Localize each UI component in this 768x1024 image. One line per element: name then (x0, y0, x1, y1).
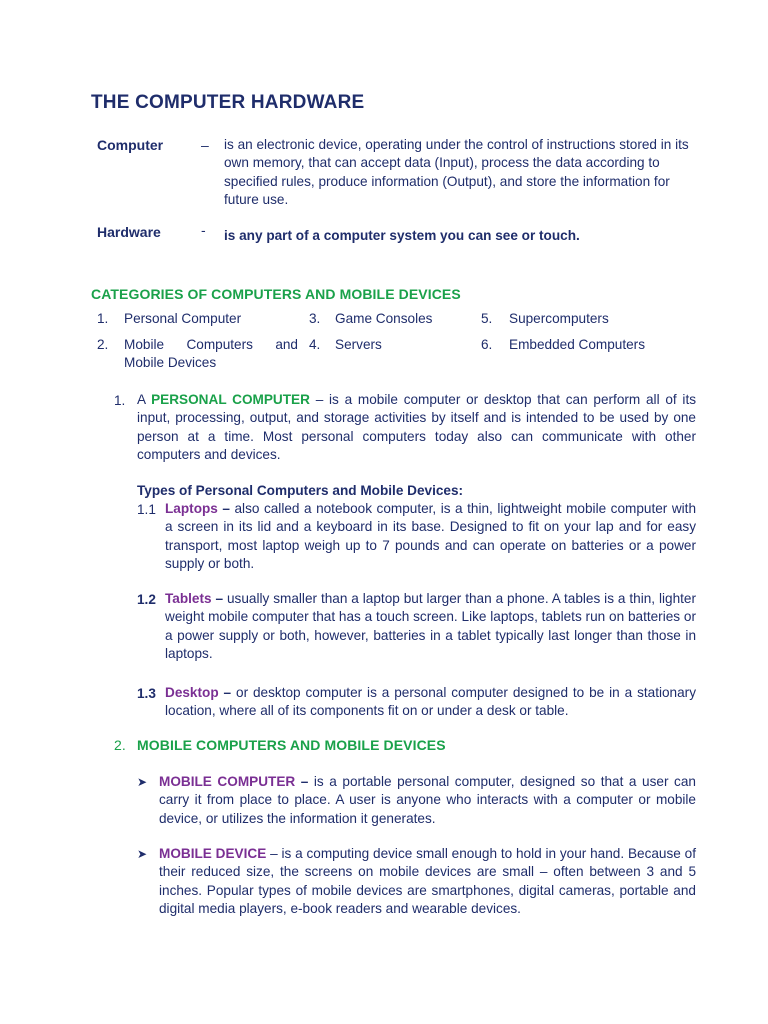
term-dash: – (270, 846, 278, 861)
type-number: 1.1 (137, 502, 156, 517)
mobile-computer-text: is a portable personal computer, designed so that a user can carry it from place to place. A user is anyone who interacts with a computer or mobile device, or utilizes the information it generates. (159, 774, 696, 826)
laptops-text: also called a notebook computer, is a thin, lightweight mobile computer with a screen in its lid and a keyboard in its base. Designed to fit on your lap and for easy transport, most laptop weigh up to 7 pounds and can operate on batteries or a power supply or both. (165, 501, 697, 571)
category-number: 2. (97, 337, 109, 352)
definition-text-computer: is an electronic device, operating under the control of instructions stored in its own memory, that can accept data (Input), process the data according to specified rules, produce information (Output), and store the information for future use. (224, 137, 689, 207)
term-dash: – (300, 774, 309, 789)
definition-term-hardware: Hardware (97, 224, 161, 240)
laptops-term: Laptops (165, 501, 218, 516)
categories-heading: CATEGORIES OF COMPUTERS AND MOBILE DEVICES (91, 286, 461, 302)
category-label: Servers (335, 337, 382, 352)
types-heading: Types of Personal Computers and Mobile Devices: (137, 483, 464, 498)
term-dash: – (315, 392, 324, 407)
term-dash: – (215, 591, 224, 606)
mobile-device-paragraph (159, 845, 696, 918)
category-label-line: Mobile Computers and (124, 337, 298, 352)
laptops-paragraph (165, 500, 696, 573)
category-label: Embedded Computers (509, 337, 646, 352)
category-label: Game Consoles (335, 311, 433, 326)
mobile-device-term: MOBILE DEVICE (159, 846, 267, 861)
mobile-section-heading: MOBILE COMPUTERS AND MOBILE DEVICES (137, 737, 446, 753)
category-label-line: Mobile Devices (124, 355, 217, 370)
mobile-device-text: is a computing device small enough to hold in your hand. Because of their reduced size, the screens on mobile devices are small – often between 3 and 5 inches. Popular types of mobile devices are smartphones, digital cameras, portable and digital media players, e-book readers and wearable devices. (159, 846, 696, 916)
section-number: 1. (114, 393, 126, 408)
category-label: Supercomputers (509, 311, 609, 326)
personal-computer-paragraph (137, 391, 696, 464)
personal-computer-term: PERSONAL COMPUTER (151, 392, 310, 407)
category-number: 6. (481, 337, 493, 352)
type-number: 1.3 (137, 686, 156, 701)
mobile-computer-term: MOBILE COMPUTER (159, 774, 296, 789)
personal-computer-text: is a mobile computer or desktop that can perform all of its input, processing, output, and storage activities by itself and is intended to be used by one person at a time. Most personal computers today also can communicate with other computers and devices. (137, 392, 697, 462)
definition-dash-hardware: - (201, 222, 206, 238)
section-number: 2. (114, 737, 126, 753)
definition-text-hardware: is any part of a computer system you can see or touch. (224, 228, 580, 243)
paragraph-lead: A (137, 392, 146, 407)
desktop-term: Desktop (165, 685, 219, 700)
arrow-bullet-icon: ➤ (137, 847, 148, 861)
category-label: Personal Computer (124, 311, 242, 326)
type-number: 1.2 (137, 592, 156, 607)
term-dash: – (223, 685, 232, 700)
tablets-term: Tablets (165, 591, 212, 606)
desktop-text: or desktop computer is a personal computer designed to be in a stationary location, where all of its components fit on or under a desk or table. (165, 685, 697, 719)
definition-dash-computer: – (201, 137, 209, 153)
mobile-computer-paragraph (159, 773, 696, 828)
definition-term-computer: Computer (97, 137, 164, 153)
tablets-paragraph (165, 590, 696, 663)
term-dash: – (222, 501, 230, 516)
arrow-bullet-icon: ➤ (137, 775, 148, 789)
desktop-paragraph (165, 684, 696, 721)
category-number: 5. (481, 311, 493, 326)
category-number: 1. (97, 311, 109, 326)
tablets-text: usually smaller than a laptop but larger than a phone. A tables is a thin, lighter weight mobile computer that has a touch screen. Like laptops, tablets run on batteries or a power supply or both, however, batteries in a tablet typically last longer than those in laptops. (165, 591, 697, 661)
page-title: THE COMPUTER HARDWARE (91, 92, 365, 113)
category-number: 3. (309, 311, 321, 326)
category-number: 4. (309, 337, 321, 352)
